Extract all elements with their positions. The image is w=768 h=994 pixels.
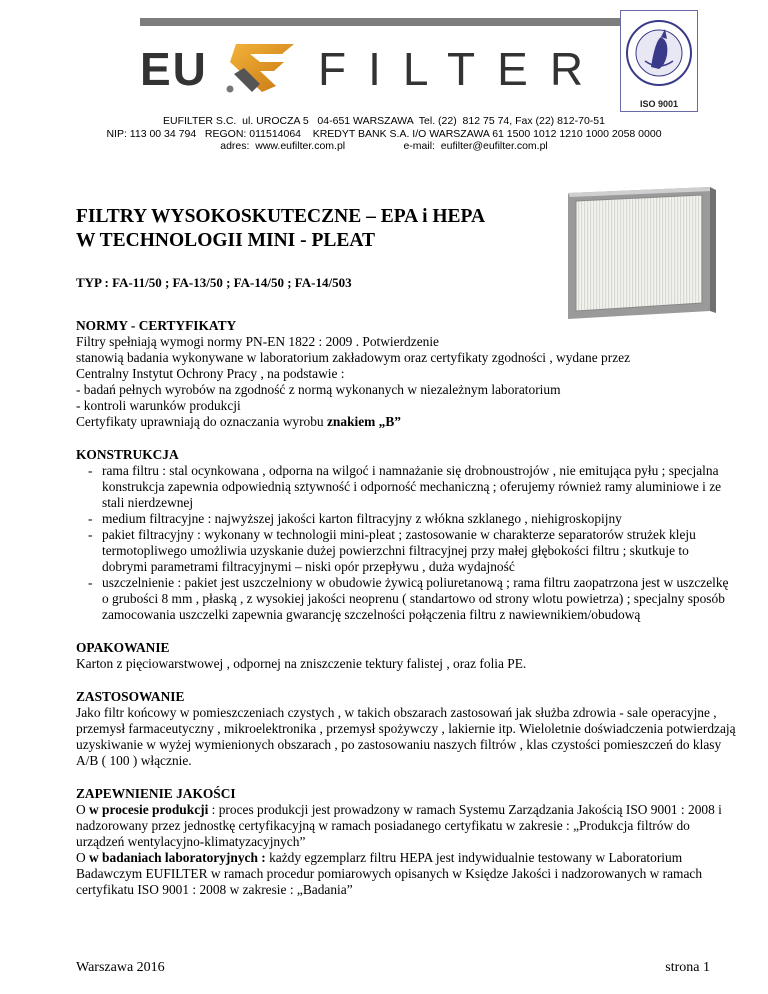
- jakosc-production: [76, 802, 736, 850]
- product-types: TYP : FA-11/50 ; FA-13/50 ; FA-14/50 ; FA-14/503: [76, 275, 352, 290]
- jakosc-laboratory-label: w badaniach laboratoryjnych :: [89, 850, 266, 865]
- document-title: [76, 205, 485, 253]
- jakosc-production-text: : proces produkcji jest prowadzony w ramach Systemu Zarządzania Jakością ISO 9001 : 2008 i nadzorowany przez jednostkę certyfikacyjną w ramach posiadanego certyfikatu w zakresie : „Produkcja filtrów do urządzeń wentylacyjno-klimatyzacyjnych”: [76, 802, 722, 849]
- list-item: - medium filtracyjne : najwyższej jakości karton filtracyjny z włókna szklanego , niehigroskopijny: [88, 511, 622, 526]
- section-konstrukcja: [76, 447, 736, 623]
- konstrukcja-list: [76, 463, 736, 623]
- normy-line: stanowią badania wykonywane w laboratorium zakładowym oraz certyfikaty zgodności , wydane przez: [76, 350, 631, 365]
- header-bar: [140, 18, 620, 26]
- list-item-text: medium filtracyjne : najwyższej jakości karton filtracyjny z włókna szklanego , niehigroskopijny: [102, 511, 622, 526]
- seal-iso-label: ISO 9001: [639, 99, 679, 109]
- opakowanie-heading: OPAKOWANIE: [76, 640, 170, 655]
- jakosc-production-label: w procesie produkcji: [89, 802, 209, 817]
- company-bank-line: NIP: 113 00 34 794 REGON: 011514064 KREDYT BANK S.A. I/O WARSZAWA 61 1500 1012 1210 1000 2058 0000: [106, 127, 662, 140]
- certificate-mark: znakiem „B”: [326, 414, 402, 429]
- section-normy: [76, 318, 736, 430]
- company-contact-line: adres: www.eufilter.com.pl e-mail: eufilter@eufilter.com.pl: [220, 140, 548, 152]
- prs-seal-icon: [621, 11, 697, 97]
- company-info: [0, 115, 768, 153]
- footer-page-number: strona 1: [665, 960, 710, 975]
- hepa-filter-photo: [560, 185, 720, 325]
- normy-line: - badań pełnych wyrobów na zgodność z normą wykonanych w niezależnym laboratorium: [76, 382, 561, 397]
- list-item-text: uszczelnienie : pakiet jest uszczelniony w obudowie żywicą poliuretanową ; rama filtru zaopatrzona jest w uszczelkę o grubości 8 mm , płaską , z wysokiej jakości neoprenu ( standartowo od strony wlotu powietrza) ; specjalny sposób zamocowania uszczelki zapewnia gwarancję szczelności połączenia filtru z nawiewnikiem/obudową: [102, 575, 729, 622]
- footer-place-date: Warszawa 2016: [76, 960, 165, 975]
- list-item: - uszczelnienie : pakiet jest uszczelniony w obudowie żywicą poliuretanową ; rama filtru zaopatrzona jest w uszczelkę o grubości 8 mm , płaską , z wysokiej jakości neoprenu ( standartowo od strony wlotu powietrza) ; specjalny sposób zamocowania uszczelki zapewnia gwarancję szczelności połączenia filtru z nawiewnikiem/obudową: [88, 575, 729, 622]
- list-item-text: rama filtru : stal ocynkowana , odporna na wilgoć i namnażanie się drobnoustrojów , nie emitująca pyłu ; specjalna konstrukcja zapewnia odpowiednią sztywność i odporność mechaniczną ; oferujemy również ramy aluminiowe i ze stali nierdzewnej: [102, 463, 722, 510]
- list-item: - rama filtru : stal ocynkowana , odporna na wilgoć i namnażanie się drobnoustrojów , nie emitująca pyłu ; specjalna konstrukcja zapewnia odpowiednią sztywność i odporność mechaniczną ; oferujemy również ramy aluminiowe i ze stali nierdzewnej: [88, 463, 722, 510]
- section-jakosc: [76, 786, 736, 898]
- logo-filter-text: FILTER: [318, 43, 606, 95]
- section-opakowanie: [76, 640, 736, 672]
- document-body: [76, 318, 736, 915]
- jakosc-heading: ZAPEWNIENIE JAKOŚCI: [76, 786, 236, 801]
- zastosowanie-text: Jako filtr końcowy w pomieszczeniach czystych , w takich obszarach zastosowań jak służba zdrowia - sale operacyjne , przemysł farmaceutyczny , mikroelektronika , przemysł spożywczy , lakiernie itp. Wieloletnie doświadczenia potwierdzają uzyskiwanie w wyżej wymienionych obszarach , po zastosowaniu naszych filtrów , klas czystości pomieszczeń do klasy A/B ( 100 ) włącznie.: [76, 705, 736, 768]
- normy-line: Filtry spełniają wymogi normy PN-EN 1822 : 2009 . Potwierdzenie: [76, 334, 439, 349]
- konstrukcja-heading: KONSTRUKCJA: [76, 447, 179, 462]
- section-zastosowanie: [76, 689, 736, 769]
- normy-line: Centralny Instytut Ochrony Pracy , na podstawie :: [76, 366, 345, 381]
- jakosc-bullet: O: [76, 850, 90, 865]
- zastosowanie-heading: ZASTOSOWANIE: [76, 689, 185, 704]
- iso-certification-seal: [620, 10, 698, 112]
- title-line-2: W TECHNOLOGII MINI - PLEAT: [76, 230, 376, 251]
- logo-eu-text: EU: [140, 43, 208, 95]
- title-line-1: FILTRY WYSOKOSKUTECZNE – EPA i HEPA: [76, 206, 486, 227]
- normy-heading: NORMY - CERTYFIKATY: [76, 318, 237, 333]
- normy-line: - kontroli warunków produkcji: [76, 398, 241, 413]
- jakosc-laboratory: [76, 850, 736, 898]
- eufilter-logo: [140, 40, 606, 100]
- jakosc-bullet: O: [76, 802, 90, 817]
- list-item: - pakiet filtracyjny : wykonany w technologii mini-pleat ; zastosowanie w charakterze separatorów strużek kleju termotopliwego umożliwia uzyskanie dużej powierzchni filtracyjnej przy małej głębokości filtru ; skutkuje to dobrymi parametrami filtracyjnymi – niski opór przepływu , duża wydajność: [88, 527, 696, 574]
- logo-mark-icon: [222, 40, 302, 96]
- company-address-line: EUFILTER S.C. ul. UROCZA 5 04-651 WARSZAWA Tel. (22) 812 75 74, Fax (22) 812-70-51: [163, 115, 605, 127]
- jakosc-laboratory-text: każdy egzemplarz filtru HEPA jest indywidualnie testowany w Laboratorium Badawczym EUFILTER w ramach procedur pomiarowych opisanych w Księdze Jakości i nadzorowanych w ramach certyfikatu ISO 9001 : 2008 w zakresie : „Badania”: [76, 850, 703, 897]
- normy-certificate-line: [76, 414, 736, 430]
- list-item-text: pakiet filtracyjny : wykonany w technologii mini-pleat ; zastosowanie w charakterze separatorów strużek kleju termotopliwego umożliwia uzyskanie dużej powierzchni filtracyjnej przy małej głębokości filtru ; skutkuje to dobrymi parametrami filtracyjnymi – niski opór przepływu , duża wydajność: [102, 527, 696, 574]
- opakowanie-text: Karton z pięciowarstwowej , odpornej na zniszczenie tektury falistej , oraz folia PE.: [76, 656, 527, 671]
- certificate-text: Certyfikaty uprawniają do oznaczania wyrobu: [76, 414, 327, 429]
